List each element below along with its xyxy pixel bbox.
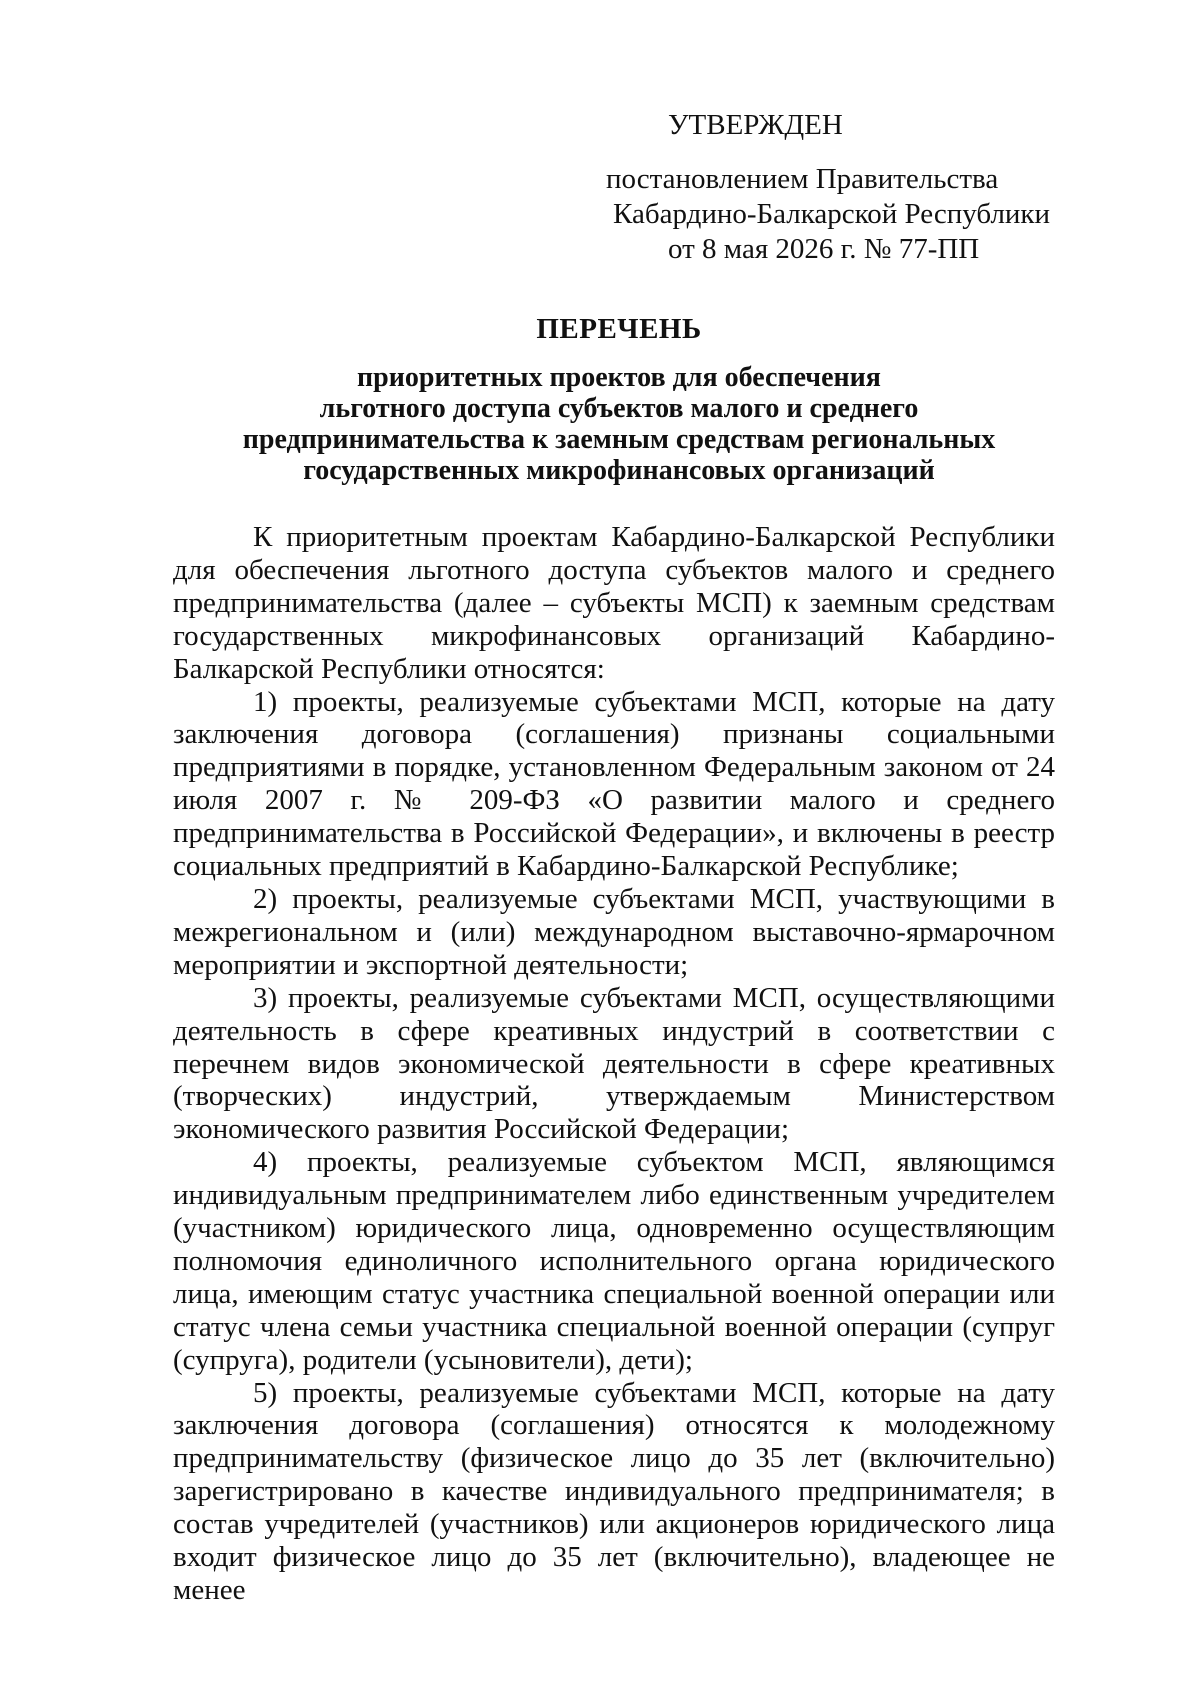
list-item: 1) проекты, реализуемые субъектами МСП, которые на дату заключения договора (соглашения) признаны социальными предприятиями в порядке, установленном Федеральным законом от 24 июля 2007 г. № 209-ФЗ «О развитии малого и среднего предпринимательства в Российской Федерации», и включены в реестр социальных предприятий в Кабардино-Балкарской Республике;	[173, 685, 1055, 883]
subtitle-line: предпринимательства к заемным средствам региональных	[242, 424, 996, 455]
subtitle-line: приоритетных проектов для обеспечения	[357, 362, 881, 393]
approval-heading: УТВЕРЖДЕН	[668, 109, 843, 141]
list-item: 2) проекты, реализуемые субъектами МСП, участвующими в межрегиональном и (или) международном выставочно-ярмарочном мероприятии и экспортной деятельности;	[173, 882, 1055, 981]
approval-line-1: постановлением Правительства	[606, 163, 999, 195]
intro-paragraph: К приоритетным проектам Кабардино-Балкарской Республики для обеспечения льготного доступа субъектов малого и среднего предпринимательства (далее – субъекты МСП) к заемным средствам государственных микрофинансовых организаций Кабардино-Балкарской Республики относятся:	[173, 521, 1055, 685]
approval-line-2: Кабардино-Балкарской Республики	[613, 198, 1051, 230]
document-title: ПЕРЕЧЕНЬ	[536, 313, 702, 345]
document-subtitle	[0, 362, 1200, 486]
subtitle-line: государственных микрофинансовых организаций	[303, 455, 935, 486]
list-item: 3) проекты, реализуемые субъектами МСП, осуществляющими деятельность в сфере креативных индустрий в соответствии с перечнем видов экономической деятельности в сфере креативных (творческих) индустрий, утверждаемым Министерством экономического развития Российской Федерации;	[173, 981, 1055, 1146]
subtitle-line: льготного доступа субъектов малого и среднего	[319, 393, 919, 424]
document-body	[173, 521, 1055, 1607]
approval-line-3: от 8 мая 2026 г. № 77-ПП	[668, 233, 980, 265]
list-item: 5) проекты, реализуемые субъектами МСП, которые на дату заключения договора (соглашения) относятся к молодежному предпринимательству (физическое лицо до 35 лет (включительно) зарегистрировано в качестве индивидуального предпринимателя; в состав учредителей (участников) или акционеров юридического лица входит физическое лицо до 35 лет (включительно), владеющее не менее	[173, 1376, 1055, 1606]
list-item: 4) проекты, реализуемые субъектом МСП, являющимся индивидуальным предпринимателем либо единственным учредителем (участником) юридического лица, одновременно осуществляющим полномочия единоличного исполнительного органа юридического лица, имеющим статус участника специальной военной операции или статус члена семьи участника специальной военной операции (супруг (супруга), родители (усыновители), дети);	[173, 1146, 1055, 1376]
